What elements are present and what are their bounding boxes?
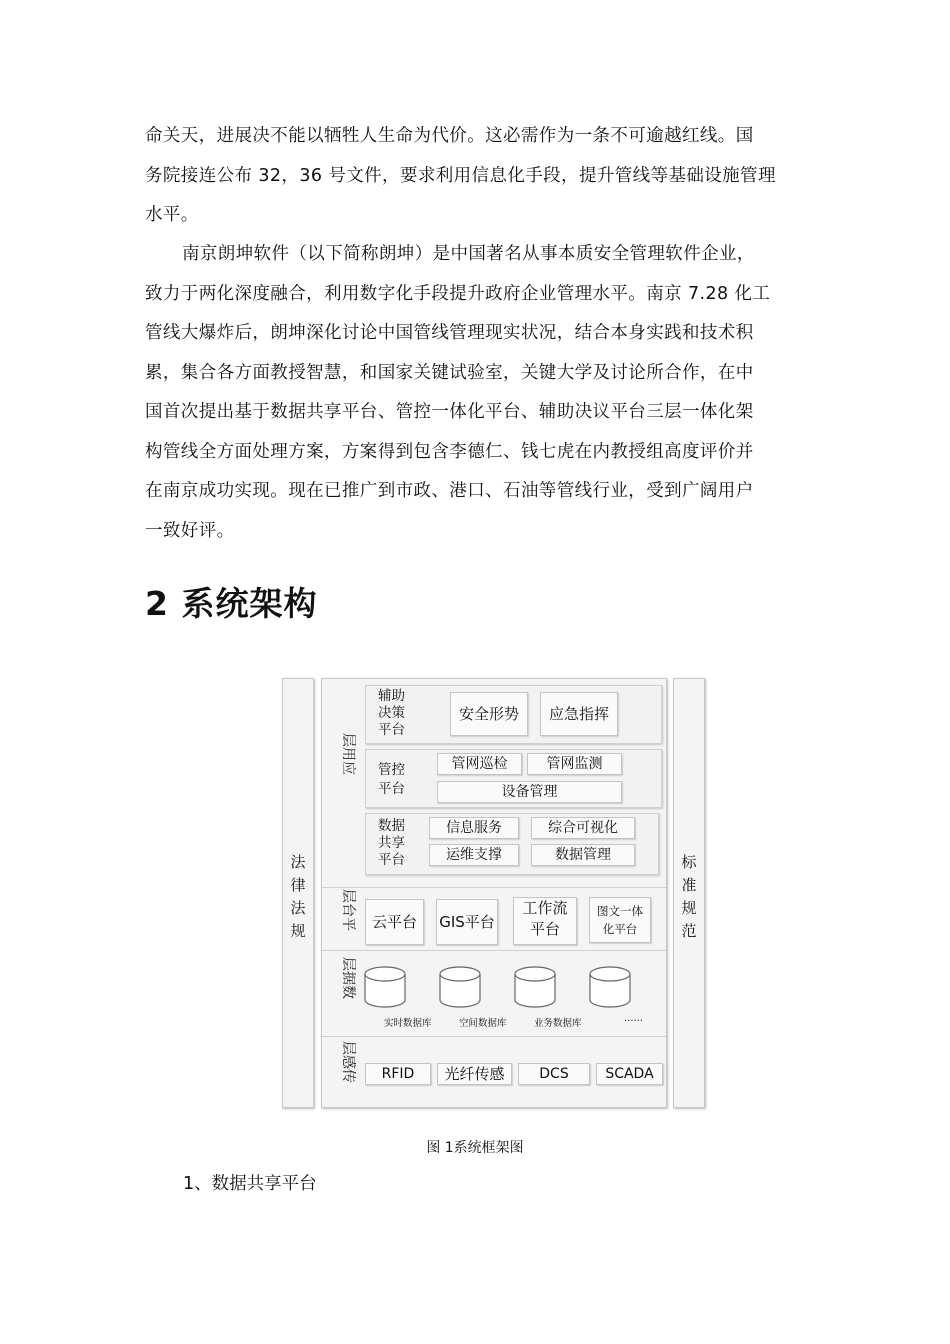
decision-platform-box (365, 685, 662, 744)
decision-platform-label (378, 688, 405, 739)
layer-divider (322, 1036, 666, 1037)
text-line: 累，集合各方面教授智慧，和国家关键试验室，关键大学及讨论所合作，在中 (145, 362, 754, 383)
text-line: 务院接连公布 32，36 号文件，要求利用信息化手段，提升管线等基础设施管理 (145, 165, 776, 186)
database-icon (512, 964, 558, 1010)
architecture-diagram (280, 676, 708, 1108)
label-line: 平台 (378, 781, 405, 797)
text-line: 在南京成功实现。现在已推广到市政、港口、石油等管线行业，受到广阔用户 (145, 481, 754, 501)
paragraph-1 (145, 117, 807, 236)
security-situation-box: 安全形势 (450, 692, 528, 736)
sensing-layer-text (332, 1037, 356, 1107)
list-item: 1、数据共享平台 (183, 1174, 317, 1194)
legal-regulations-bar (282, 678, 314, 1108)
label-line: 决策 (378, 705, 405, 721)
paragraph-2 (145, 235, 807, 551)
information-service-box: 信息服务 (429, 817, 519, 839)
svg-text:层据数: 层据数 (340, 957, 356, 999)
sharing-platform-box (365, 813, 659, 875)
layers-panel (321, 678, 667, 1108)
database-icon (362, 964, 408, 1010)
operations-support-box: 运维支撑 (429, 844, 519, 866)
legal-regulations-label: 法 律 法 规 (290, 853, 306, 940)
data-layer-label (332, 953, 356, 1023)
workflow-platform-box (513, 897, 577, 945)
fiber-sensing-box: 光纤传感 (437, 1063, 512, 1085)
text-line: 水平。 (145, 205, 199, 225)
sensing-layer-label (332, 1037, 356, 1107)
platform-layer-text (332, 885, 356, 951)
text-line: 一致好评。 (145, 520, 235, 541)
standards-bar (673, 678, 705, 1108)
database-icon (587, 964, 633, 1010)
dcs-box: DCS (518, 1063, 590, 1085)
platform-layer-label (332, 885, 356, 951)
text-line: 国首次提出基于数据共享平台、管控一体化平台、辅助决议平台三层一体化架 (145, 402, 754, 422)
cloud-platform-box: 云平台 (365, 899, 424, 945)
label-line: 数据 (378, 818, 405, 834)
emergency-command-box: 应急指挥 (540, 692, 618, 736)
data-layer-text (332, 953, 356, 1023)
more-db-label: …… (624, 1013, 643, 1024)
label-line: 图文一体 (597, 904, 643, 918)
text-line: 管线大爆炸后，朗坤深化讨论中国管线管理现实状况，结合本身实践和技术积 (145, 323, 754, 343)
database-icon (437, 964, 483, 1010)
label-line: 平台 (378, 852, 405, 868)
svg-text:层台平: 层台平 (340, 889, 356, 931)
svg-text:层用应: 层用应 (340, 733, 356, 775)
spatial-db-label: 空间数据库 (459, 1018, 507, 1029)
business-db-label: 业务数据库 (534, 1018, 582, 1029)
text-line: 南京朗坤软件（以下简称朗坤）是中国著名从事本质安全管理软件企业， (182, 244, 755, 264)
text-line: 命关天，进展决不能以牺牲人生命为代价。这必需作为一条不可逾越红线。国 (145, 126, 754, 146)
section-heading: 2 系统架构 (145, 584, 318, 623)
application-layer-label (332, 729, 356, 799)
label-line: 平台 (529, 920, 560, 938)
text-line: 构管线全方面处理方案，方案得到包含李德仁、钱七虎在内教授组高度评价并 (145, 441, 754, 462)
pipeline-monitoring-box: 管网监测 (527, 753, 622, 775)
svg-text:层感传: 层感传 (340, 1041, 356, 1083)
integrated-visualization-box: 综合可视化 (531, 817, 635, 839)
scada-box: SCADA (596, 1063, 663, 1085)
label-line: 管控 (378, 762, 405, 778)
equipment-management-box: 设备管理 (437, 781, 622, 803)
label-line: 共享 (378, 835, 405, 851)
data-management-box: 数据管理 (531, 844, 635, 866)
application-layer-text (332, 729, 356, 799)
gis-platform-box: GIS平台 (436, 899, 498, 945)
layer-divider (322, 950, 666, 951)
pipeline-inspection-box: 管网巡检 (437, 753, 522, 775)
rfid-box: RFID (365, 1063, 431, 1085)
text-line: 致力于两化深度融合，利用数字化手段提升政府企业管理水平。南京 7.28 化工 (145, 283, 771, 304)
label-line: 辅助 (378, 688, 405, 704)
label-line: 化平台 (602, 922, 638, 936)
label-line: 工作流 (522, 899, 568, 917)
control-platform-label (378, 761, 405, 799)
realtime-db-label: 实时数据库 (384, 1018, 432, 1029)
standards-label: 标 准 规 范 (681, 853, 697, 940)
control-platform-box (365, 749, 662, 808)
label-line: 平台 (378, 722, 405, 738)
graphic-text-platform-box (589, 897, 651, 943)
sharing-platform-label (378, 818, 405, 869)
figure-caption: 图 1系统框架图 (426, 1140, 524, 1156)
layer-divider (322, 887, 666, 888)
